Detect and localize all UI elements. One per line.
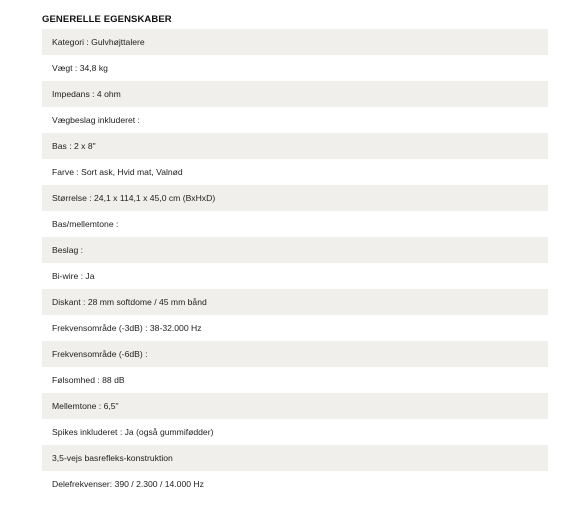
spec-row-bass: Bas : 2 x 8" [42, 133, 548, 159]
spec-row-weight: Vægt : 34,8 kg [42, 55, 548, 81]
spec-row-category: Kategori : Gulvhøjttalere [42, 29, 548, 55]
spec-row-bracket: Beslag : [42, 237, 548, 263]
spec-row-bass-midrange: Bas/mellemtone : [42, 211, 548, 237]
spec-row-spikes: Spikes inkluderet : Ja (også gummifødder) [42, 419, 548, 445]
general-properties-section [42, 12, 548, 497]
spec-row-color: Farve : Sort ask, Hvid mat, Valnød [42, 159, 548, 185]
spec-row-bi-wire: Bi-wire : Ja [42, 263, 548, 289]
spec-row-midrange: Mellemtone : 6,5" [42, 393, 548, 419]
spec-row-size: Størrelse : 24,1 x 114,1 x 45,0 cm (BxHxD) [42, 185, 548, 211]
spec-row-construction: 3,5-vejs basrefleks-konstruktion [42, 445, 548, 471]
spec-row-wall-bracket: Vægbeslag inkluderet : [42, 107, 548, 133]
spec-row-frequency-range-6db: Frekvensområde (-6dB) : [42, 341, 548, 367]
spec-list [42, 29, 548, 497]
spec-row-impedance: Impedans : 4 ohm [42, 81, 548, 107]
spec-row-sensitivity: Følsomhed : 88 dB [42, 367, 548, 393]
spec-row-crossover: Delefrekvenser: 390 / 2.300 / 14.000 Hz [42, 471, 548, 497]
section-title: GENERELLE EGENSKABER [42, 14, 172, 25]
spec-row-tweeter: Diskant : 28 mm softdome / 45 mm bånd [42, 289, 548, 315]
spec-row-frequency-range-3db: Frekvensområde (-3dB) : 38-32.000 Hz [42, 315, 548, 341]
